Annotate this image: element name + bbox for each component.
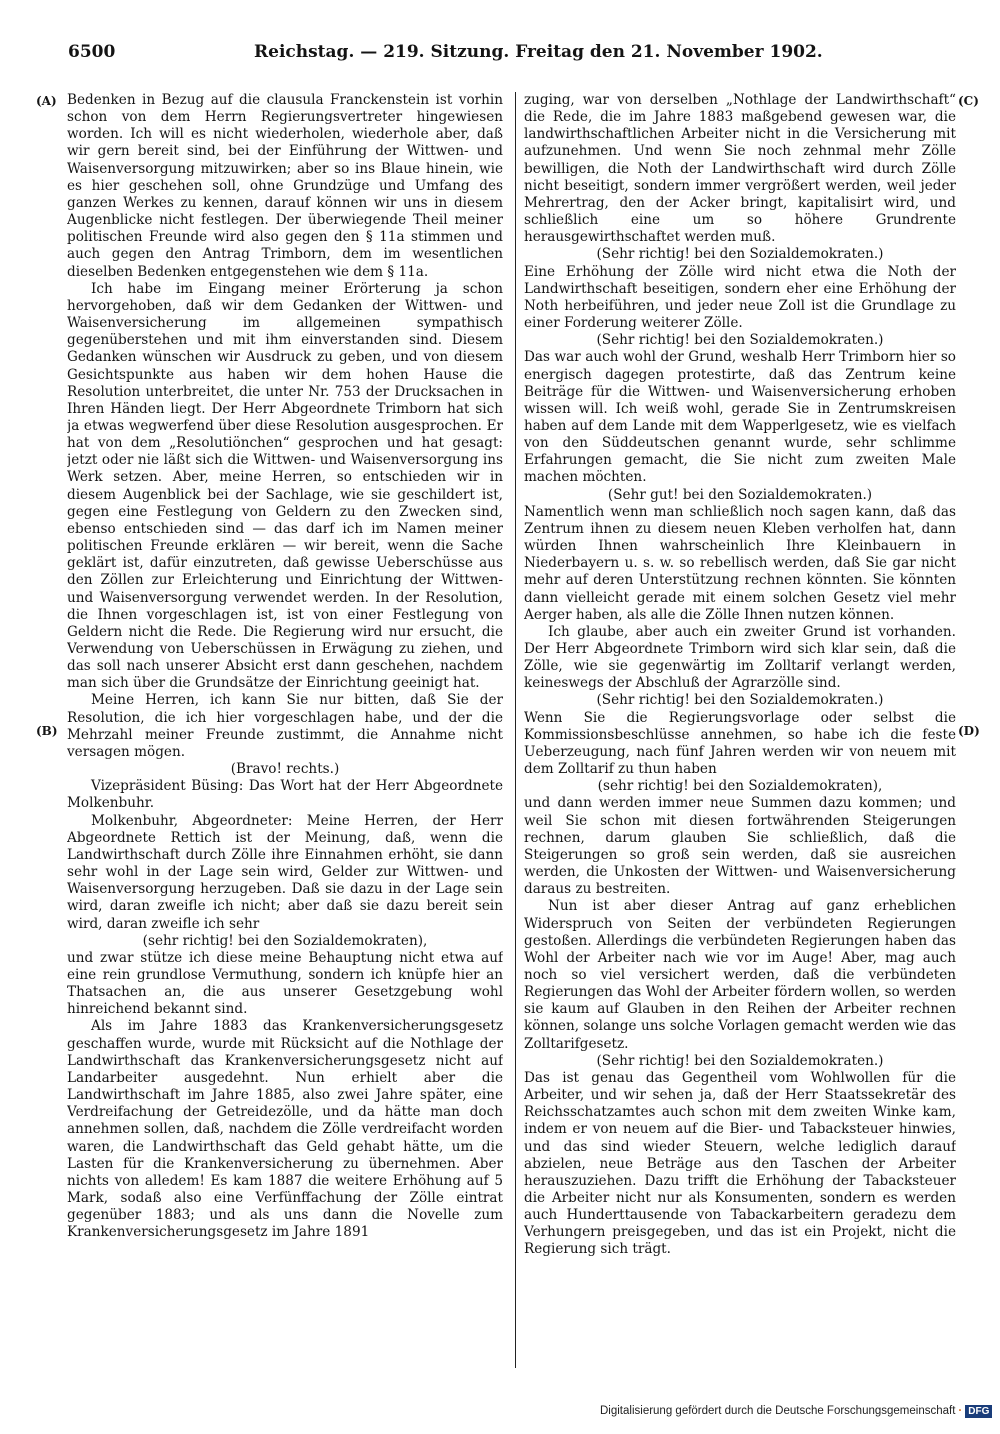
- right-text-column: [524, 92, 956, 1368]
- paragraph: und dann werden immer neue Summen dazu kommen; und weil Sie schon mit diesen fortwährenden Steigerungen rechnen, darum glauben Sie schließlich, daß die Steigerungen so groß sein werden, daß sie ausreichen werden, die Unkosten der Wittwen- und Waisenversicherung daraus zu bestreiten.: [524, 795, 956, 898]
- margin-marker-c: (C): [958, 94, 979, 108]
- page-header: [68, 40, 950, 66]
- footer-credit: Digitalisierung gefördert durch die Deutsche Forschungsgemeinschaft · DFG: [600, 1405, 990, 1423]
- paragraph: Wenn Sie die Regierungsvorlage oder selbst die Kommissionsbeschlüsse annehmen, so habe ich die feste Ueberzeugung, nach fünf Jahren werden wir von neuem mit dem Zolltarif zu thun haben: [524, 709, 956, 778]
- interjection: (Sehr gut! bei den Sozialdemokraten.): [607, 486, 873, 503]
- paragraph: Vizepräsident Büsing: Das Wort hat der Herr Abgeordnete Molkenbuhr.: [67, 778, 503, 812]
- margin-marker-d: (D): [958, 724, 980, 738]
- paragraph: Nun ist aber dieser Antrag auf ganz erheblichen Widerspruch von Seiten der verbündeten Regierungen gestoßen. Allerdings die verbündeten Regierungen haben das Wohl der Arbeiter nach wie vor im Auge! Aber, mag auch noch so viel versichert werden, daß die verbündeten Regierungen das Wohl der Arbeiter fördern wollen, so werden sie kaum auf Glauben in den Reihen der Arbeiter rechnen können, solange uns solche Vorlagen gemacht werden wie das Zolltarifgesetz.: [524, 898, 956, 1052]
- interjection: (Sehr richtig! bei den Sozialdemokraten.): [596, 1052, 884, 1069]
- column-divider: [515, 92, 516, 1368]
- paragraph: Das ist genau das Gegentheil vom Wohlwollen für die Arbeiter, und wir sehen ja, daß der Herr Staatssekretär des Reichsschatzamtes auch schon mit dem zweiten Winke kam, indem er von neuem auf die Bier- und Tabacksteuer hinwies, und das sind wieder Steuern, welche lediglich darauf abzielen, neue Beträge aus den Taschen der Arbeiter herauszuziehen. Dazu trifft die Erhöhung der Tabacksteuer die Arbeiter nicht nur als Konsumenten, sondern es werden auch Hunderttausende von Tabackarbeitern geradezu dem Verhungern preisgegeben, und das ist ein Projekt, nicht die Regierung sich trägt.: [524, 1069, 956, 1258]
- margin-marker-b: (B): [36, 724, 58, 738]
- running-title: Reichstag. — 219. Sitzung. Freitag den 21. November 1902.: [254, 42, 823, 62]
- paragraph: Bedenken in Bezug auf die clausula Franckenstein ist vorhin schon von dem Herrn Regierungsvertreter hingewiesen worden. Ich will es nicht wiederholen, wiederhole aber, daß wir gern bereit sind, bei der Einführung der Wittwen- und Waisenversorgung mitzuwirken; aber so ins Blaue hinein, wie es hier geschehen soll, ohne Grundzüge und Umfang des ganzen Werkes zu kennen, darauf können wir uns in diesem Augenblicke nicht festlegen. Der überwiegende Theil meiner politischen Freunde wird also gegen den § 11a stimmen und auch gegen den Antrag Trimborn, dem im wesentlichen dieselben Bedenken entgegenstehen wie dem § 11a.: [67, 92, 503, 280]
- interjection: (Sehr richtig! bei den Sozialdemokraten.): [596, 332, 884, 349]
- interjection: (sehr richtig! bei den Sozialdemokraten),: [597, 778, 883, 795]
- paragraph: Ich glaube, aber auch ein zweiter Grund ist vorhanden. Der Herr Abgeordnete Trimborn wird sich klar sein, daß die Zölle, wie sie gegenwärtig im Zolltarif verlangt werden, keineswegs der Abschluß der Agrarzölle sind.: [524, 623, 956, 692]
- interjection: (Bravo! rechts.): [230, 761, 340, 778]
- paragraph: Das war auch wohl der Grund, weshalb Herr Trimborn hier so energisch dagegen protestirte, daß das Zentrum keine Beiträge für die Wittwen- und Waisenversicherung erhoben wissen will. Ich weiß wohl, gerade Sie in Zentrumskreisen haben auf dem Lande mit dem Wapperlgesetz, wie es vielfach von den Süddeutschen genannt wurde, sehr schlimme Erfahrungen gemacht, die Sie nicht zum zweiten Male machen möchten.: [524, 349, 956, 486]
- paragraph: Eine Erhöhung der Zölle wird nicht etwa die Noth der Landwirthschaft beseitigen, sondern eher eine Erhöhung der Noth herbeiführen, und jeder neue Zoll ist die Grundlage zu einer Forderung weiterer Zölle.: [524, 263, 956, 332]
- page-number: 6500: [68, 42, 116, 62]
- paragraph: Namentlich wenn man schließlich noch sagen kann, daß das Zentrum ihnen zu diesem neuen Kleben verholfen hat, dann würden Ihnen wahrscheinlich Ihre Kleinbauern in Niederbayern u. s. w. so rebellisch werden, daß Sie gar nicht mehr auf deren Unterstützung rechnen könnten. Sie könnten dann vielleicht gerade mit einem solchen Gesetz viel mehr Aerger haben, als alle die Zölle Ihnen nutzen können.: [524, 503, 956, 623]
- paragraph: Molkenbuhr, Abgeordneter: Meine Herren, der Herr Abgeordnete Rettich ist der Meinung, daß, wenn die Landwirthschaft durch Zölle ihre Einnahmen erhöht, sie dann sehr wohl in der Lage sein wird, Gelder zur Wittwen- und Waisenversorgung herzugeben. Daß sie dazu in der Lage sein wird, daran zweifle ich nicht; aber daß sie dazu bereit sein wird, daran zweifle ich sehr: [67, 812, 503, 932]
- paragraph: Als im Jahre 1883 das Krankenversicherungsgesetz geschaffen wurde, wurde mit Rücksicht auf die Nothlage der Landwirthschaft das Krankenversicherungsgesetz nicht auf Landarbeiter ausgedehnt. Nun erhielt aber die Landwirthschaft im Jahre 1885, also zwei Jahre später, eine Verdreifachung der Getreidezölle, und da hätte man doch annehmen sollen, daß, nachdem die Zölle verdreifacht worden waren, die Landwirthschaft das Geld gehabt hätte, um die Lasten für die Krankenversicherung zu übernehmen. Aber nichts von alledem! Es kam 1887 die weitere Erhöhung auf 5 Mark, sodaß also eine Verfünffachung der Zölle eintrat gegenüber 1883; und als uns dann die Novelle zum Krankenversicherungsgesetz im Jahre 1891: [67, 1018, 503, 1241]
- left-text-column: [67, 92, 503, 1368]
- paragraph: und zwar stütze ich diese meine Behauptung nicht etwa auf eine rein grundlose Vermuthung, sondern ich knüpfe hier an Thatsachen an, die aus unserer Gesetzgebung wohl hinreichend bekannt sind.: [67, 949, 503, 1018]
- margin-marker-a: (A): [36, 94, 57, 108]
- dfg-logo: DFG: [965, 1405, 992, 1418]
- paragraph: zuging, war von derselben „Nothlage der Landwirthschaft“ die Rede, die im Jahre 1883 maßgebend gewesen war, die landwirthschaftlichen Arbeiter nicht in die Versicherung mit aufzunehmen. Und wenn Sie noch zehnmal mehr Zölle bewilligen, die Noth der Landwirthschaft wird durch Zölle nicht beseitigt, sondern immer vergrößert werden, weil jeder Mehrertrag, den der Acker bringt, kapitalisirt wird, und schließlich eine um so höhere Grundrente herausgewirthschaftet werden muß.: [524, 92, 956, 246]
- paragraph: Ich habe im Eingang meiner Erörterung ja schon hervorgehoben, daß wir dem Gedanken der Wittwen- und Waisenversicherung im allgemeinen sympathisch gegenüberstehen und mit ihm einverstanden sind. Diesem Gedanken wünschen wir Ausdruck zu geben, und von diesem Gesichtspunkte aus haben wir dem hohen Hause die Resolution unterbreitet, die unter Nr. 753 der Drucksachen in Ihren Händen liegt. Der Herr Abgeordnete Trimborn hat sich ja etwas wegwerfend über diese Resolution ausgesprochen. Er hat von dem „Resolutiönchen“ gesprochen und hat gesagt: jetzt oder nie läßt sich die Wittwen- und Waisenversorgung ins Werk setzen. Aber, meine Herren, so entschieden wir in diesem Augenblick bei der Sachlage, wie sie geschildert ist, gegen eine Festlegung von Geldern zu den Zwecken sind, ebenso entschieden sind — das darf ich im Namen meiner politischen Freunde erklären — wir bereit, wenn die Sache geklärt ist, dafür einzutreten, daß gewisse Ueberschüsse aus den Zöllen zur Erleichterung und Einrichtung der Wittwen- und Waisenversorgung verwendet werden. In der Resolution, die Ihnen vorgeschlagen ist, ist von einer Festlegung von Geldern nicht die Rede. Die Regierung wird nur ersucht, die Verwendung von Ueberschüssen in Erwägung zu ziehen, und das soll nach unserer Absicht erst dann geschehen, nachdem man sich über die Grundsätze der Einrichtung geeinigt hat.: [67, 280, 503, 692]
- footer-text: Digitalisierung gefördert durch die Deutsche Forschungsgemeinschaft: [600, 1405, 956, 1417]
- interjection: (sehr richtig! bei den Sozialdemokraten),: [142, 932, 428, 949]
- interjection: (Sehr richtig! bei den Sozialdemokraten.): [596, 246, 884, 263]
- paragraph: Meine Herren, ich kann Sie nur bitten, daß Sie der Resolution, die ich hier vorgeschlagen habe, und der die Mehrzahl meiner Freunde zustimmt, die Annahme nicht versagen mögen.: [67, 692, 503, 760]
- interjection: (Sehr richtig! bei den Sozialdemokraten.): [596, 692, 884, 709]
